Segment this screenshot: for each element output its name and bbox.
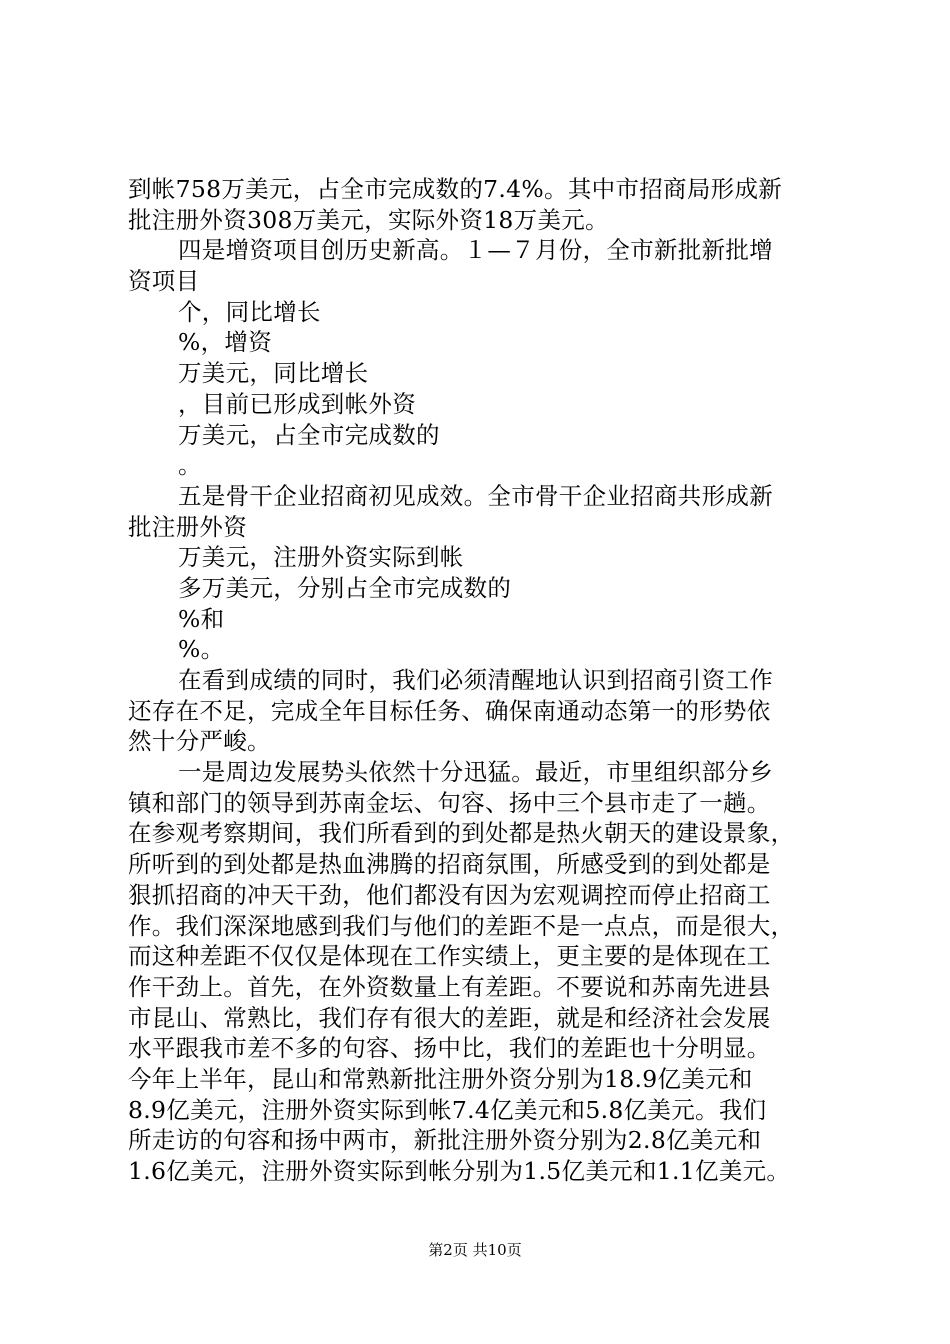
text-line: 到帐758万美元，占全市完成数的7.4%。其中市招商局形成新 xyxy=(128,175,783,203)
fragment-line: 。 xyxy=(178,451,202,480)
text-line: 水平跟我市差不多的句容、扬中比，我们的差距也十分明显。 xyxy=(128,1034,771,1063)
paragraph-start-line: 在看到成绩的同时，我们必须清醒地认识到招商引资工作 xyxy=(178,666,773,694)
fragment-line: 万美元，同比增长 xyxy=(178,359,369,388)
fragment-line: 个，同比增长 xyxy=(178,297,321,326)
fragment-line: 万美元，注册外资实际到帐 xyxy=(178,543,464,572)
text-line: 还存在不足，完成全年目标任务、确保南通动态第一的形势依 xyxy=(128,696,771,725)
paragraph-start-line: 五是骨干企业招商初见成效。全市骨干企业招商共形成新 xyxy=(178,481,773,510)
paragraph-start-line: 四是增资项目创历史新高。１—７月份，全市新批新批增 xyxy=(178,236,773,265)
text-line: 镇和部门的领导到苏南金坛、句容、扬中三个县市走了一趟。 xyxy=(128,788,771,817)
text-line: 所走访的句容和扬中两市，新批注册外资分别为2.8亿美元和 xyxy=(128,1126,762,1155)
text-line: 然十分严峻。 xyxy=(128,727,271,756)
fragment-line: ，目前已形成到帐外资 xyxy=(178,389,416,418)
text-line: 在参观考察期间，我们所看到的到处都是热火朝天的建设景象， xyxy=(128,819,795,848)
text-line: 今年上半年，昆山和常熟新批注册外资分别为18.9亿美元和 xyxy=(128,1064,753,1093)
text-line: 市昆山、常熟比，我们存有很大的差距，就是和经济社会发展 xyxy=(128,1003,771,1032)
text-line: 作干劲上。首先，在外资数量上有差距。不要说和苏南先进县 xyxy=(128,972,771,1001)
fragment-line: 万美元，占全市完成数的 xyxy=(178,420,440,449)
text-line: 1.6亿美元，注册外资实际到帐分别为1.5亿美元和1.1亿美元。 xyxy=(128,1157,791,1185)
text-line: 8.9亿美元，注册外资实际到帐7.4亿美元和5.8亿美元。我们 xyxy=(128,1095,767,1124)
document-body xyxy=(128,174,848,1187)
paragraph-start-line: 一是周边发展势头依然十分迅猛。最近，市里组织部分乡 xyxy=(178,758,773,787)
text-line: 资项目 xyxy=(128,267,200,296)
page-number-footer: 第2页 共10页 xyxy=(428,1241,522,1259)
fragment-line: 多万美元，分别占全市完成数的 xyxy=(178,573,512,602)
fragment-line: %和 xyxy=(178,604,225,633)
fragment-line: %。 xyxy=(178,635,225,664)
text-line: 所听到的到处都是热血沸腾的招商氛围，所感受到的到处都是 xyxy=(128,850,771,879)
text-line: 批注册外资 xyxy=(128,512,247,541)
fragment-line: %，增资 xyxy=(178,328,273,357)
text-line: 而这种差距不仅仅是体现在工作实绩上，更主要的是体现在工 xyxy=(128,942,771,971)
text-line: 狠抓招商的冲天干劲，他们都没有因为宏观调控而停止招商工 xyxy=(128,880,771,909)
text-line: 批注册外资308万美元，实际外资18万美元。 xyxy=(128,205,609,234)
text-line: 作。我们深深地感到我们与他们的差距不是一点点，而是很大， xyxy=(128,911,795,940)
